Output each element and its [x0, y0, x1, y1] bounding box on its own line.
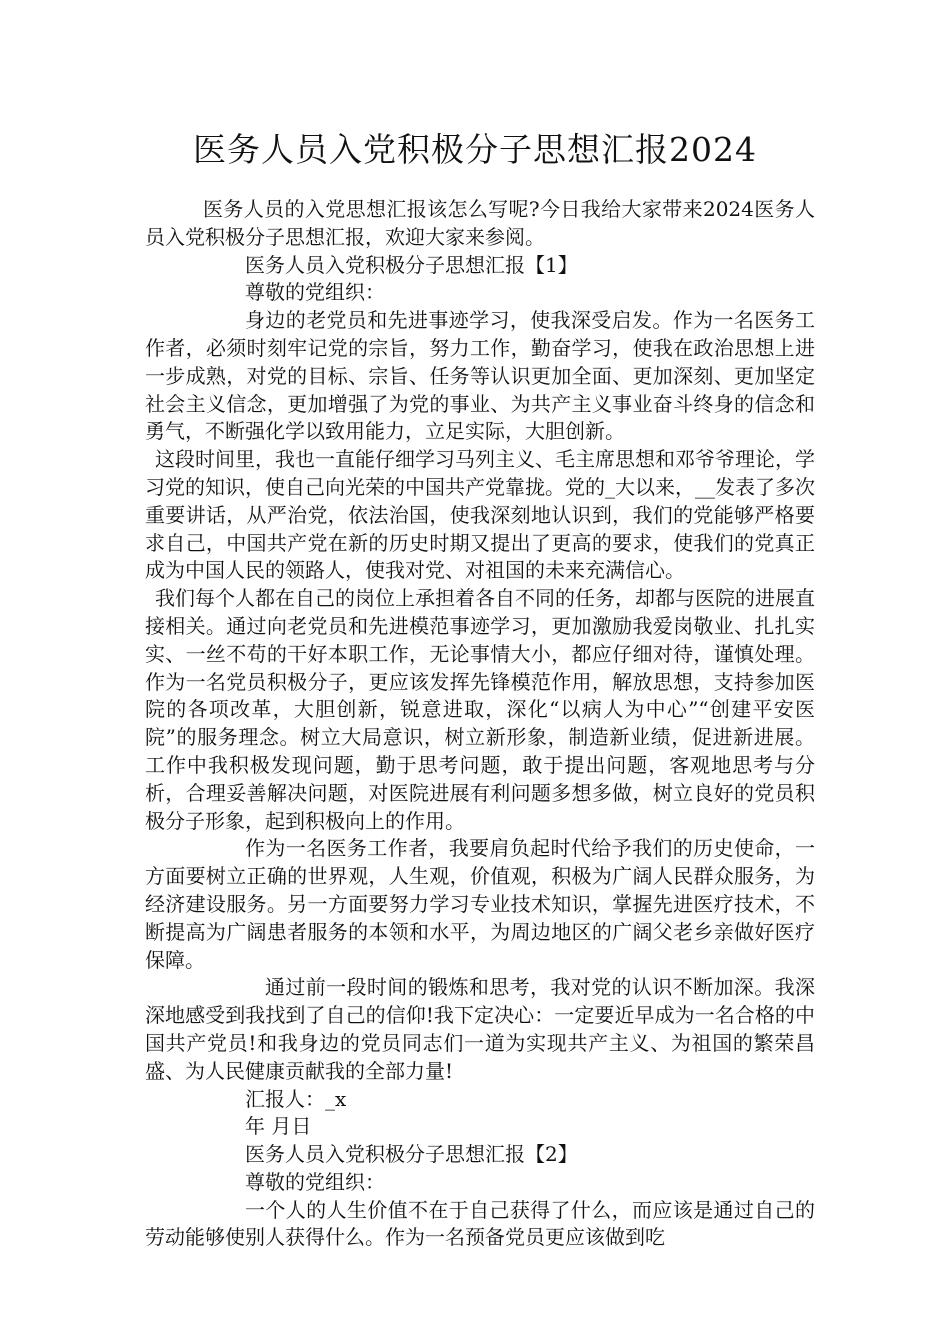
section-1-paragraph-1: 身边的老党员和先进事迹学习，使我深受启发。作为一名医务工作者，必须时刻牢记党的宗旨，努力工作，勤奋学习，使我在政治思想上进一步成熟，对党的目标、宗旨、任务等认识更加全面、更加深刻、更加坚定社会主义信念，更加增强了为党的事业、为共产主义事业奋斗终身的信念和勇气，不断强化学以致用能力，立足实际，大胆创新。 — [145, 308, 815, 444]
reporter-line: 汇报人：_x — [245, 1086, 347, 1111]
section-1-paragraph-2: 这段时间里，我也一直能仔细学习马列主义、毛主席思想和邓爷爷理论，学习党的知识，使自己向光荣的中国共产党靠拢。党的_大以来，__发表了多次重要讲话，从严治党，依法治国，使我深刻地认识到，我们的党能够严格要求自己，中国共产党在新的历史时期又提出了更高的要求，使我们的党真正成为中国人民的领路人，使我对党、对祖国的未来充满信心。 — [145, 447, 815, 583]
document-title: 医务人员入党积极分子思想汇报2024 — [193, 130, 757, 169]
intro-paragraph: 医务人员的入党思想汇报该怎么写呢?今日我给大家带来2024医务人员入党积极分子思想汇报，欢迎大家来参阅。 — [145, 197, 815, 249]
section-2-salutation: 尊敬的党组织： — [245, 1169, 385, 1194]
section-1-paragraph-3: 我们每个人都在自己的岗位上承担着各自不同的任务，却都与医院的进展直接相关。通过向老党员和先进模范事迹学习，更加激励我爱岗敬业、扎扎实实、一丝不苟的干好本职工作，无论事情大小，都应仔细对待，谨慎处理。作为一名党员积极分子，更应该发挥先锋模范作用，解放思想，支持参加医院的各项改革，大胆创新，锐意进取，深化“以病人为中心”“创建平安医院”的服务理念。树立大局意识，树立新形象，制造新业绩，促进新进展。工作中我积极发现问题，勤于思考问题，敢于提出问题，客观地思考与分析，合理妥善解决问题，对医院进展有利问题多想多做，树立良好的党员积极分子形象，起到积极向上的作用。 — [145, 586, 815, 833]
section-2-heading: 医务人员入党积极分子思想汇报【2】 — [245, 1142, 578, 1167]
section-2-paragraph-1: 一个人的人生价值不在于自己获得了什么，而应该是通过自己的劳动能够使别人获得什么。作为一名预备党员更应该做到吃 — [145, 1197, 815, 1250]
section-1-paragraph-4: 作为一名医务工作者，我要肩负起时代给予我们的历史使命，一方面要树立正确的世界观，人生观，价值观，积极为广阔人民群众服务，为经济建设服务。另一方面要努力学习专业技术知识，掌握先进医疗技术，不断提高为广阔患者服务的本领和水平，为周边地区的广阔父老乡亲做好医疗保障。 — [145, 836, 815, 972]
section-1-salutation: 尊敬的党组织： — [245, 280, 385, 305]
document-body — [145, 196, 815, 1252]
section-1-paragraph-5: 通过前一段时间的锻炼和思考，我对党的认识不断加深。我深深地感受到我找到了自己的信仰!我下定决心：一定要近早成为一名合格的中国共产党员!和我身边的党员同志们一道为实现共产主义、为祖国的繁荣昌盛、为人民健康贡献我的全部力量! — [145, 975, 815, 1083]
date-line: 年 月日 — [245, 1114, 312, 1139]
section-1-heading: 医务人员入党积极分子思想汇报【1】 — [245, 252, 578, 277]
